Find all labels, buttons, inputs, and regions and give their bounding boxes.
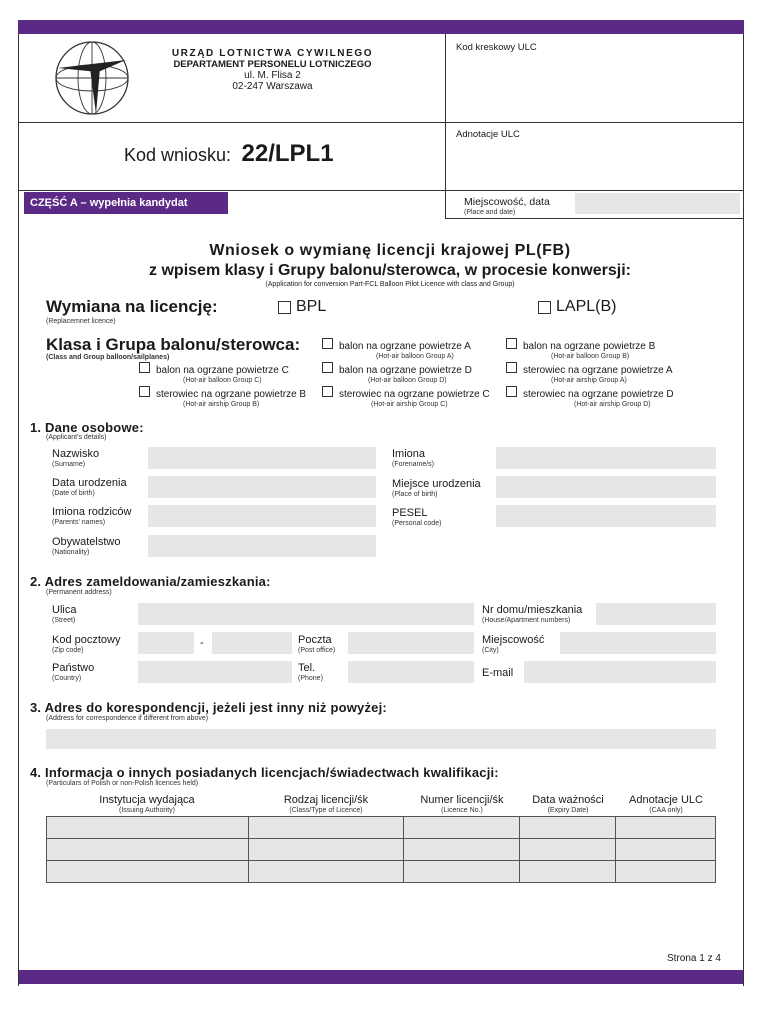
barcode-label: Kod kreskowy ULC	[456, 42, 537, 53]
city-field[interactable]	[560, 632, 716, 654]
dob-label: Data urodzenia	[52, 477, 127, 489]
balloon-d-checkbox[interactable]	[322, 362, 333, 373]
zip-field-part1[interactable]	[138, 632, 194, 654]
section4-title: 4. Informacja o innych posiadanych licencjach/świadectwach kwalifikacji:	[30, 765, 499, 780]
pob-label: Miejsce urodzenia	[392, 478, 481, 490]
forenames-sub: (Forename/s)	[392, 461, 435, 468]
surname-sub: (Surname)	[52, 461, 86, 468]
table-cell[interactable]	[47, 861, 249, 883]
table-cell[interactable]	[248, 817, 404, 839]
licences-table	[46, 816, 716, 883]
table-cell[interactable]	[520, 861, 616, 883]
section3-sub: (Address for correspondence if different from above)	[46, 715, 209, 722]
class-group-label: Klasa i Grupa balonu/sterowca:	[46, 335, 301, 354]
request-code	[124, 140, 334, 168]
col-licence-type-sub: (Class/Type of Licence)	[289, 807, 363, 814]
balloon-b-checkbox[interactable]	[506, 338, 517, 349]
balloon-d-sub: (Hot-air balloon Group D)	[368, 377, 447, 384]
street-field[interactable]	[138, 603, 474, 625]
house-field[interactable]	[596, 603, 716, 625]
table-row	[47, 817, 716, 839]
country-sub: (Country)	[52, 675, 82, 682]
lapl-b-label: LAPL(B)	[556, 298, 617, 315]
section1-title: 1. Dane osobowe:	[30, 420, 144, 435]
balloon-a-label: balon na ogrzane powietrze A	[339, 341, 471, 352]
table-cell[interactable]	[47, 817, 249, 839]
table-row	[47, 861, 716, 883]
zip-field-part2[interactable]	[212, 632, 292, 654]
zip-separator: -	[200, 637, 204, 649]
org-name: URZĄD LOTNICTWA CYWILNEGO	[171, 48, 374, 59]
org-header	[140, 48, 405, 92]
country-label: Państwo	[52, 662, 95, 674]
form-title-sub: (Application for conversion Part-FCL Balloon Pilot Licence with class and Group)	[265, 281, 515, 288]
table-cell[interactable]	[248, 861, 404, 883]
street-label: Ulica	[52, 604, 77, 616]
airship-b-label: sterowiec na ogrzane powietrze B	[156, 389, 307, 400]
parents-field[interactable]	[148, 505, 376, 527]
annotations-label: Adnotacje ULC	[456, 129, 520, 140]
balloon-d-label: balon na ogrzane powietrze D	[339, 365, 472, 376]
section2-title: 2. Adres zameldowania/zamieszkania:	[30, 574, 271, 589]
place-date-sub: (Place and date)	[464, 209, 516, 216]
lapl-b-checkbox[interactable]	[538, 301, 551, 314]
airship-d-checkbox[interactable]	[506, 386, 517, 397]
surname-field[interactable]	[148, 447, 376, 469]
nationality-field[interactable]	[148, 535, 376, 557]
email-label: E-mail	[482, 667, 514, 679]
street-sub: (Street)	[52, 617, 76, 624]
pesel-label: PESEL	[392, 507, 428, 519]
airship-d-sub: (Hot-air airship Group D)	[574, 401, 651, 408]
country-field[interactable]	[138, 661, 292, 683]
col-licence-no: Numer licencji/śk	[420, 794, 504, 806]
balloon-c-label: balon na ogrzane powietrze C	[156, 365, 289, 376]
surname-label: Nazwisko	[52, 448, 100, 460]
section1-sub: (Applicant's details)	[46, 434, 107, 441]
top-bar	[18, 20, 744, 34]
nationality-label: Obywatelstwo	[52, 536, 121, 548]
col-licence-type: Rodzaj licencji/śk	[283, 794, 369, 806]
airship-b-checkbox[interactable]	[139, 386, 150, 397]
balloon-a-sub: (Hot-air balloon Group A)	[376, 353, 454, 360]
table-cell[interactable]	[404, 861, 520, 883]
house-sub: (House/Apartment numbers)	[482, 617, 571, 624]
bpl-label: BPL	[296, 298, 327, 315]
balloon-b-label: balon na ogrzane powietrze B	[523, 341, 656, 352]
zip-sub: (Zip code)	[52, 647, 84, 654]
table-row	[47, 839, 716, 861]
pesel-sub: (Personal code)	[392, 520, 442, 527]
table-cell[interactable]	[520, 839, 616, 861]
table-cell[interactable]	[520, 817, 616, 839]
form-title-line1: Wniosek o wymianę licencji krajowej PL(FB)	[209, 242, 571, 259]
dob-sub: (Date of birth)	[52, 490, 95, 497]
table-cell[interactable]	[616, 861, 716, 883]
pob-field[interactable]	[496, 476, 716, 498]
airship-a-label: sterowiec na ogrzane powietrze A	[523, 365, 673, 376]
dob-field[interactable]	[148, 476, 376, 498]
request-code-label: Kod wniosku:	[124, 145, 232, 165]
table-cell[interactable]	[616, 839, 716, 861]
col-caa-annotations-sub: (CAA only)	[649, 807, 683, 814]
airship-a-sub: (Hot-air airship Group A)	[551, 377, 627, 384]
zip-label: Kod pocztowy	[52, 634, 121, 646]
balloon-c-sub: (Hot-air balloon Group C)	[183, 377, 262, 384]
forenames-label: Imiona	[392, 448, 426, 460]
post-label: Poczta	[298, 634, 332, 646]
org-street: ul. M. Flisa 2	[244, 70, 301, 81]
pesel-field[interactable]	[496, 505, 716, 527]
place-date-label: Miejscowość, data	[464, 196, 550, 208]
table-cell[interactable]	[47, 839, 249, 861]
form-title-line2: z wpisem klasy i Grupy balonu/sterowca, w procesie konwersji:	[149, 262, 631, 279]
balloon-b-sub: (Hot-air balloon Group B)	[551, 353, 630, 360]
table-cell[interactable]	[248, 839, 404, 861]
city-sub: (City)	[482, 647, 499, 654]
bpl-checkbox[interactable]	[278, 301, 291, 314]
section2-sub: (Permanent address)	[46, 589, 112, 596]
col-expiry-date: Data ważności	[532, 794, 604, 806]
col-licence-no-sub: (Licence No.)	[441, 807, 483, 814]
col-issuing-authority-sub: (Issuing Authority)	[118, 807, 176, 814]
forenames-field[interactable]	[496, 447, 716, 469]
post-sub: (Post office)	[298, 647, 336, 654]
airship-c-sub: (Hot-air airship Group C)	[371, 401, 448, 408]
post-field[interactable]	[348, 632, 474, 654]
org-department: DEPARTAMENT PERSONELU LOTNICZEGO	[173, 59, 372, 70]
airship-d-label: sterowiec na ogrzane powietrze D	[523, 389, 674, 400]
airship-c-checkbox[interactable]	[322, 386, 333, 397]
house-label: Nr domu/mieszkania	[482, 604, 583, 616]
airship-c-label: sterowiec na ogrzane powietrze C	[339, 389, 490, 400]
parents-label: Imiona rodziców	[52, 506, 132, 518]
org-city: 02-247 Warszawa	[232, 81, 313, 92]
table-cell[interactable]	[404, 839, 520, 861]
email-field[interactable]	[524, 661, 716, 683]
nationality-sub: (Nationality)	[52, 549, 90, 556]
class-group-sub: (Class and Group balloon/sailplanes)	[46, 354, 170, 361]
airship-b-sub: (Hot-air airship Group B)	[183, 401, 260, 408]
page-number: Strona 1 z 4	[667, 953, 721, 964]
section3-title: 3. Adres do korespondencji, jeżeli jest inny niż powyżej:	[30, 700, 387, 715]
col-caa-annotations: Adnotacje ULC	[629, 794, 703, 806]
balloon-c-checkbox[interactable]	[139, 362, 150, 373]
part-a-label: CZĘŚĆ A – wypełnia kandydat	[24, 192, 228, 214]
parents-sub: (Parents' names)	[52, 519, 106, 526]
balloon-a-checkbox[interactable]	[322, 338, 333, 349]
pob-sub: (Place of birth)	[392, 491, 438, 498]
place-date-field[interactable]	[575, 193, 740, 214]
request-code-value: 22/LPL1	[241, 140, 334, 167]
exchange-label: Wymiana na licencję:	[46, 297, 218, 316]
section4-sub: (Particulars of Polish or non-Polish licences held)	[46, 780, 199, 787]
phone-sub: (Phone)	[298, 675, 323, 682]
table-cell[interactable]	[404, 817, 520, 839]
exchange-sub: (Replacemnet licence)	[46, 318, 116, 325]
airship-a-checkbox[interactable]	[506, 362, 517, 373]
city-label: Miejscowość	[482, 634, 545, 646]
correspondence-address-field[interactable]	[46, 729, 716, 749]
phone-field[interactable]	[348, 661, 474, 683]
ulc-logo	[50, 38, 134, 118]
phone-label: Tel.	[298, 662, 316, 674]
col-expiry-date-sub: (Expiry Date)	[547, 807, 589, 814]
col-issuing-authority: Instytucja wydająca	[99, 794, 195, 806]
table-cell[interactable]	[616, 817, 716, 839]
